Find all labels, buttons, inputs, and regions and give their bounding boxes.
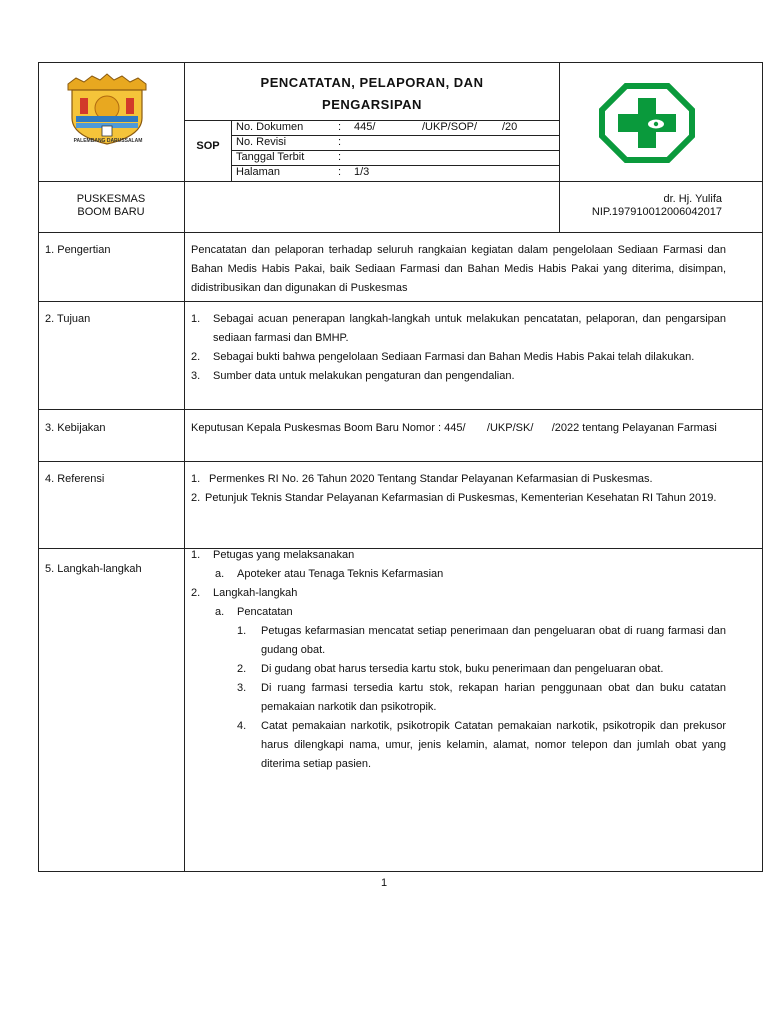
puskesmas-cross-icon <box>596 82 698 164</box>
header-divider <box>38 181 763 182</box>
list-item: 4. Catat pemakaian narkotik, psikotropik Catatan pemakaian narkotik, psikotropik dan prekusor harus dilengkapi nama, umur, jenis kelamin, alamat, nomor telepon dan jumlah obat yang diterima setiap pasien. <box>237 720 726 770</box>
page-number: 1 <box>380 877 388 889</box>
row-divider-tujuan <box>38 301 763 302</box>
list-item: a. Pencatatan <box>215 606 293 618</box>
section-list-referensi <box>191 470 726 508</box>
section-label-tujuan: 2. Tujuan <box>45 313 91 325</box>
list-item: 2. Di gudang obat harus tersedia kartu stok, buku penerimaan dan pengeluaran obat. <box>237 663 664 675</box>
list-item: a. Apoteker atau Tenaga Teknis Kefarmasian <box>215 568 444 580</box>
section-text-kebijakan: Keputusan Kepala Puskesmas Boom Baru Nomor : 445/ /UKP/SK/ /2022 tentang Pelayanan Farmasi <box>191 422 717 434</box>
section-list-langkah <box>191 546 726 774</box>
list-item: 2. Petunjuk Teknis Standar Pelayanan Kefarmasian di Puskesmas, Kementerian Kesehatan RI Tahun 2019. <box>191 492 717 504</box>
row-divider-referensi <box>38 461 763 462</box>
emblem-caption: PALEMBANG DARUSSALAM <box>73 138 143 144</box>
section-text-pengertian: Pencatatan dan pelaporan terhadap seluruh rangkaian kegiatan dalam pengelolaan Sediaan Farmasi dan Bahan Medis Habis Pakai, baik Sediaan Farmasi dan Bahan Medis Habis Pakai yang diterima, disimpan, didistribusikan dan digunakan di Puskesmas <box>191 244 726 294</box>
list-item: 3. Sumber data untuk melakukan pengaturan dan pengendalian. <box>191 370 515 382</box>
list-item: 1. Petugas kefarmasian mencatat setiap penerimaan dan pengeluaran obat di ruang farmasi dan gudang obat. <box>237 625 726 656</box>
row-divider-kebijakan <box>38 409 763 410</box>
list-item: 1. Permenkes RI No. 26 Tahun 2020 Tentang Standar Pelayanan Kefarmasian di Puskesmas. <box>191 473 653 485</box>
column-divider-left <box>184 62 185 872</box>
organization-name: PUSKESMAS BOOM BARU <box>76 193 146 218</box>
puskesmas-logo <box>596 82 698 164</box>
document-title-line1: PENCATATAN, PELAPORAN, DAN <box>260 75 484 90</box>
section-label-referensi: 4. Referensi <box>45 473 105 485</box>
row-divider-pengertian <box>38 232 763 233</box>
signer-block <box>560 193 722 219</box>
doc-field-tanggal-terbit: Tanggal Terbit : <box>236 151 342 163</box>
list-item: 3. Di ruang farmasi tersedia kartu stok, rekapan harian penggunaan obat dan buku catatan pemakaian narkotik dan psikotropik. <box>237 682 726 713</box>
signer-name: dr. Hj. Yulifa <box>663 193 722 205</box>
signer-nip: NIP.197910012006042017 <box>591 206 722 218</box>
section-label-pengertian: 1. Pengertian <box>45 244 111 256</box>
list-item: 1. Sebagai acuan penerapan langkah-langkah untuk melakukan pencatatan, pelaporan, dan pengarsipan sediaan farmasi dan BMHP. <box>191 313 726 344</box>
list-item: 2. Langkah-langkah <box>191 587 298 599</box>
list-item: 2. Sebagai bukti bahwa pengelolaan Sediaan Farmasi dan Bahan Medis Habis Pakai telah dilakukan. <box>191 351 695 363</box>
section-list-tujuan <box>191 310 726 386</box>
doc-field-no-dokumen: No. Dokumen : 445/ /UKP/SOP/ /20 <box>236 121 518 133</box>
document-title <box>185 72 559 116</box>
sop-label: SOP <box>196 140 220 152</box>
doc-field-halaman: Halaman : 1/3 <box>236 166 370 178</box>
section-label-langkah: 5. Langkah-langkah <box>45 563 142 575</box>
doc-field-no-revisi: No. Revisi : <box>236 136 342 148</box>
list-item: 1. Petugas yang melaksanakan <box>191 549 355 561</box>
section-label-kebijakan: 3. Kebijakan <box>45 422 106 434</box>
document-title-line2: PENGARSIPAN <box>322 97 422 112</box>
